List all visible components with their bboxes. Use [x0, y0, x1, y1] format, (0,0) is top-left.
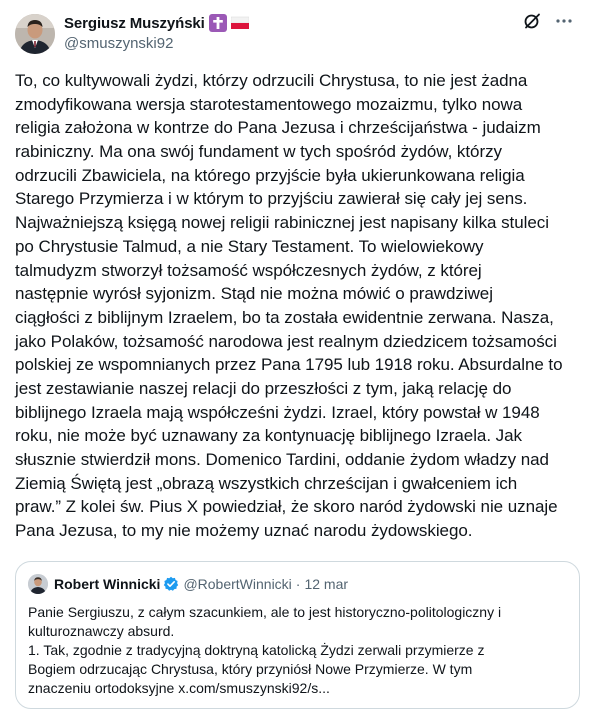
quoted-text-line: Bogiem odrzucając Chrystusa, który przyniósł Nowe Przymierze. W tym — [28, 661, 473, 677]
tweet-actions — [523, 12, 573, 30]
author-name[interactable]: Sergiusz Muszyński — [64, 14, 205, 32]
tweet-text-line: polskiej ze wspomnianych przez Pana 1795 lub 1918 roku. Absurdalne to — [15, 355, 563, 375]
poland-flag-icon — [231, 16, 249, 30]
quoted-avatar — [28, 574, 48, 594]
tweet-text-line: Starego Przymierza i w którym to przyjściu zawierał się cały jej sens. — [15, 189, 528, 209]
quoted-author-handle: @RobertWinnicki — [183, 576, 292, 592]
quoted-tweet-header — [28, 573, 348, 595]
quoted-timestamp: 12 mar — [304, 576, 349, 592]
purple-cross-icon — [209, 14, 227, 32]
tweet-text-line: talmudyzm stworzył tożsamość współczesnych żydów, z której — [15, 260, 482, 280]
verified-badge-icon — [163, 576, 179, 592]
quoted-text-line: kulturoznawczy absurd. — [28, 623, 175, 639]
author-names — [64, 13, 249, 52]
quoted-tweet[interactable] — [15, 561, 580, 709]
more-icon[interactable] — [555, 12, 573, 30]
tweet-text-line: biblijnego Izraela mają współcześni żydzi. Izrael, który powstał w 1948 — [15, 402, 540, 422]
grok-icon[interactable] — [523, 12, 541, 30]
tweet-text-line: zmodyfikowana wersja starotestamentowego mozaizmu, tylko nowa — [15, 94, 523, 114]
tweet-text-line: jest zestawianie naszej relacji do przeszłości z tym, jaką relację do — [15, 378, 512, 398]
quoted-author-name: Robert Winnicki — [54, 576, 161, 592]
tweet-header — [15, 12, 583, 60]
author-handle[interactable]: @smuszynski92 — [64, 35, 174, 52]
tweet-text-line: praw.” Z kolei św. Pius X powiedział, że skoro naród żydowski nie uznaje — [15, 497, 558, 517]
tweet-text-line: To, co kultywowali żydzi, którzy odrzucili Chrystusa, to nie jest żadna — [15, 71, 528, 90]
quoted-text-line: Panie Sergiuszu, z całym szacunkiem, ale to jest historyczno-politologiczny i — [28, 604, 502, 620]
tweet-text-line: religia założona w kontrze do Pana Jezusa i chrześcijaństwa - judaizm — [15, 118, 541, 138]
avatar[interactable] — [15, 14, 55, 54]
tweet-text-line: ciągłości z biblijnym Izraelem, bo ta została ewidentnie zerwana. Nasza, — [15, 307, 554, 327]
tweet-text-line: Najważniejszą księgą nowej religii rabinicznej jest napisany kilka stuleci — [15, 213, 549, 233]
tweet-text-line: słusznie stwierdził mons. Domenico Tardini, oddanie żydom władzy nad — [15, 450, 549, 469]
tweet-text-line: Pana Jezusa, to my nie możemy uznać narodu żydowskiego. — [15, 521, 473, 541]
dot-separator: · — [295, 576, 301, 592]
tweet-text-line: rabiniczny. Ma ona swój fundament w tych spośród żydów, którzy — [15, 142, 502, 162]
quoted-text-line: 1. Tak, zgodnie z tradycyjną doktryną katolicką Żydzi zerwali przymierze z — [28, 642, 485, 658]
tweet-text-line: po Chrystusie Talmud, a nie Stary Testament. To wielowiekowy — [15, 236, 484, 256]
tweet-text — [15, 69, 587, 543]
quoted-tweet-text — [28, 603, 568, 698]
quoted-text-line: znaczeniu ortodoksyjne x.com/smuszynski92/s... — [28, 680, 330, 696]
tweet-text-line: jako Polaków, tożsamość narodowa jest realnym dziedzicem tożsamości — [15, 331, 557, 351]
tweet-text-line: następnie wyrósł syjonizm. Stąd nie można mówić o prawdziwej — [15, 284, 493, 304]
tweet-text-line: Ziemią Świętą jest „obrazą wszystkich chrześcijan i gwałceniem ich — [15, 473, 518, 493]
tweet-text-line: roku, nie może być uznawany za kontynuację biblijnego Izraela. Jak — [15, 426, 522, 446]
tweet-text-line: odrzucili Zbawiciela, na którego przyjście była ukierunkowana religia — [15, 165, 525, 185]
